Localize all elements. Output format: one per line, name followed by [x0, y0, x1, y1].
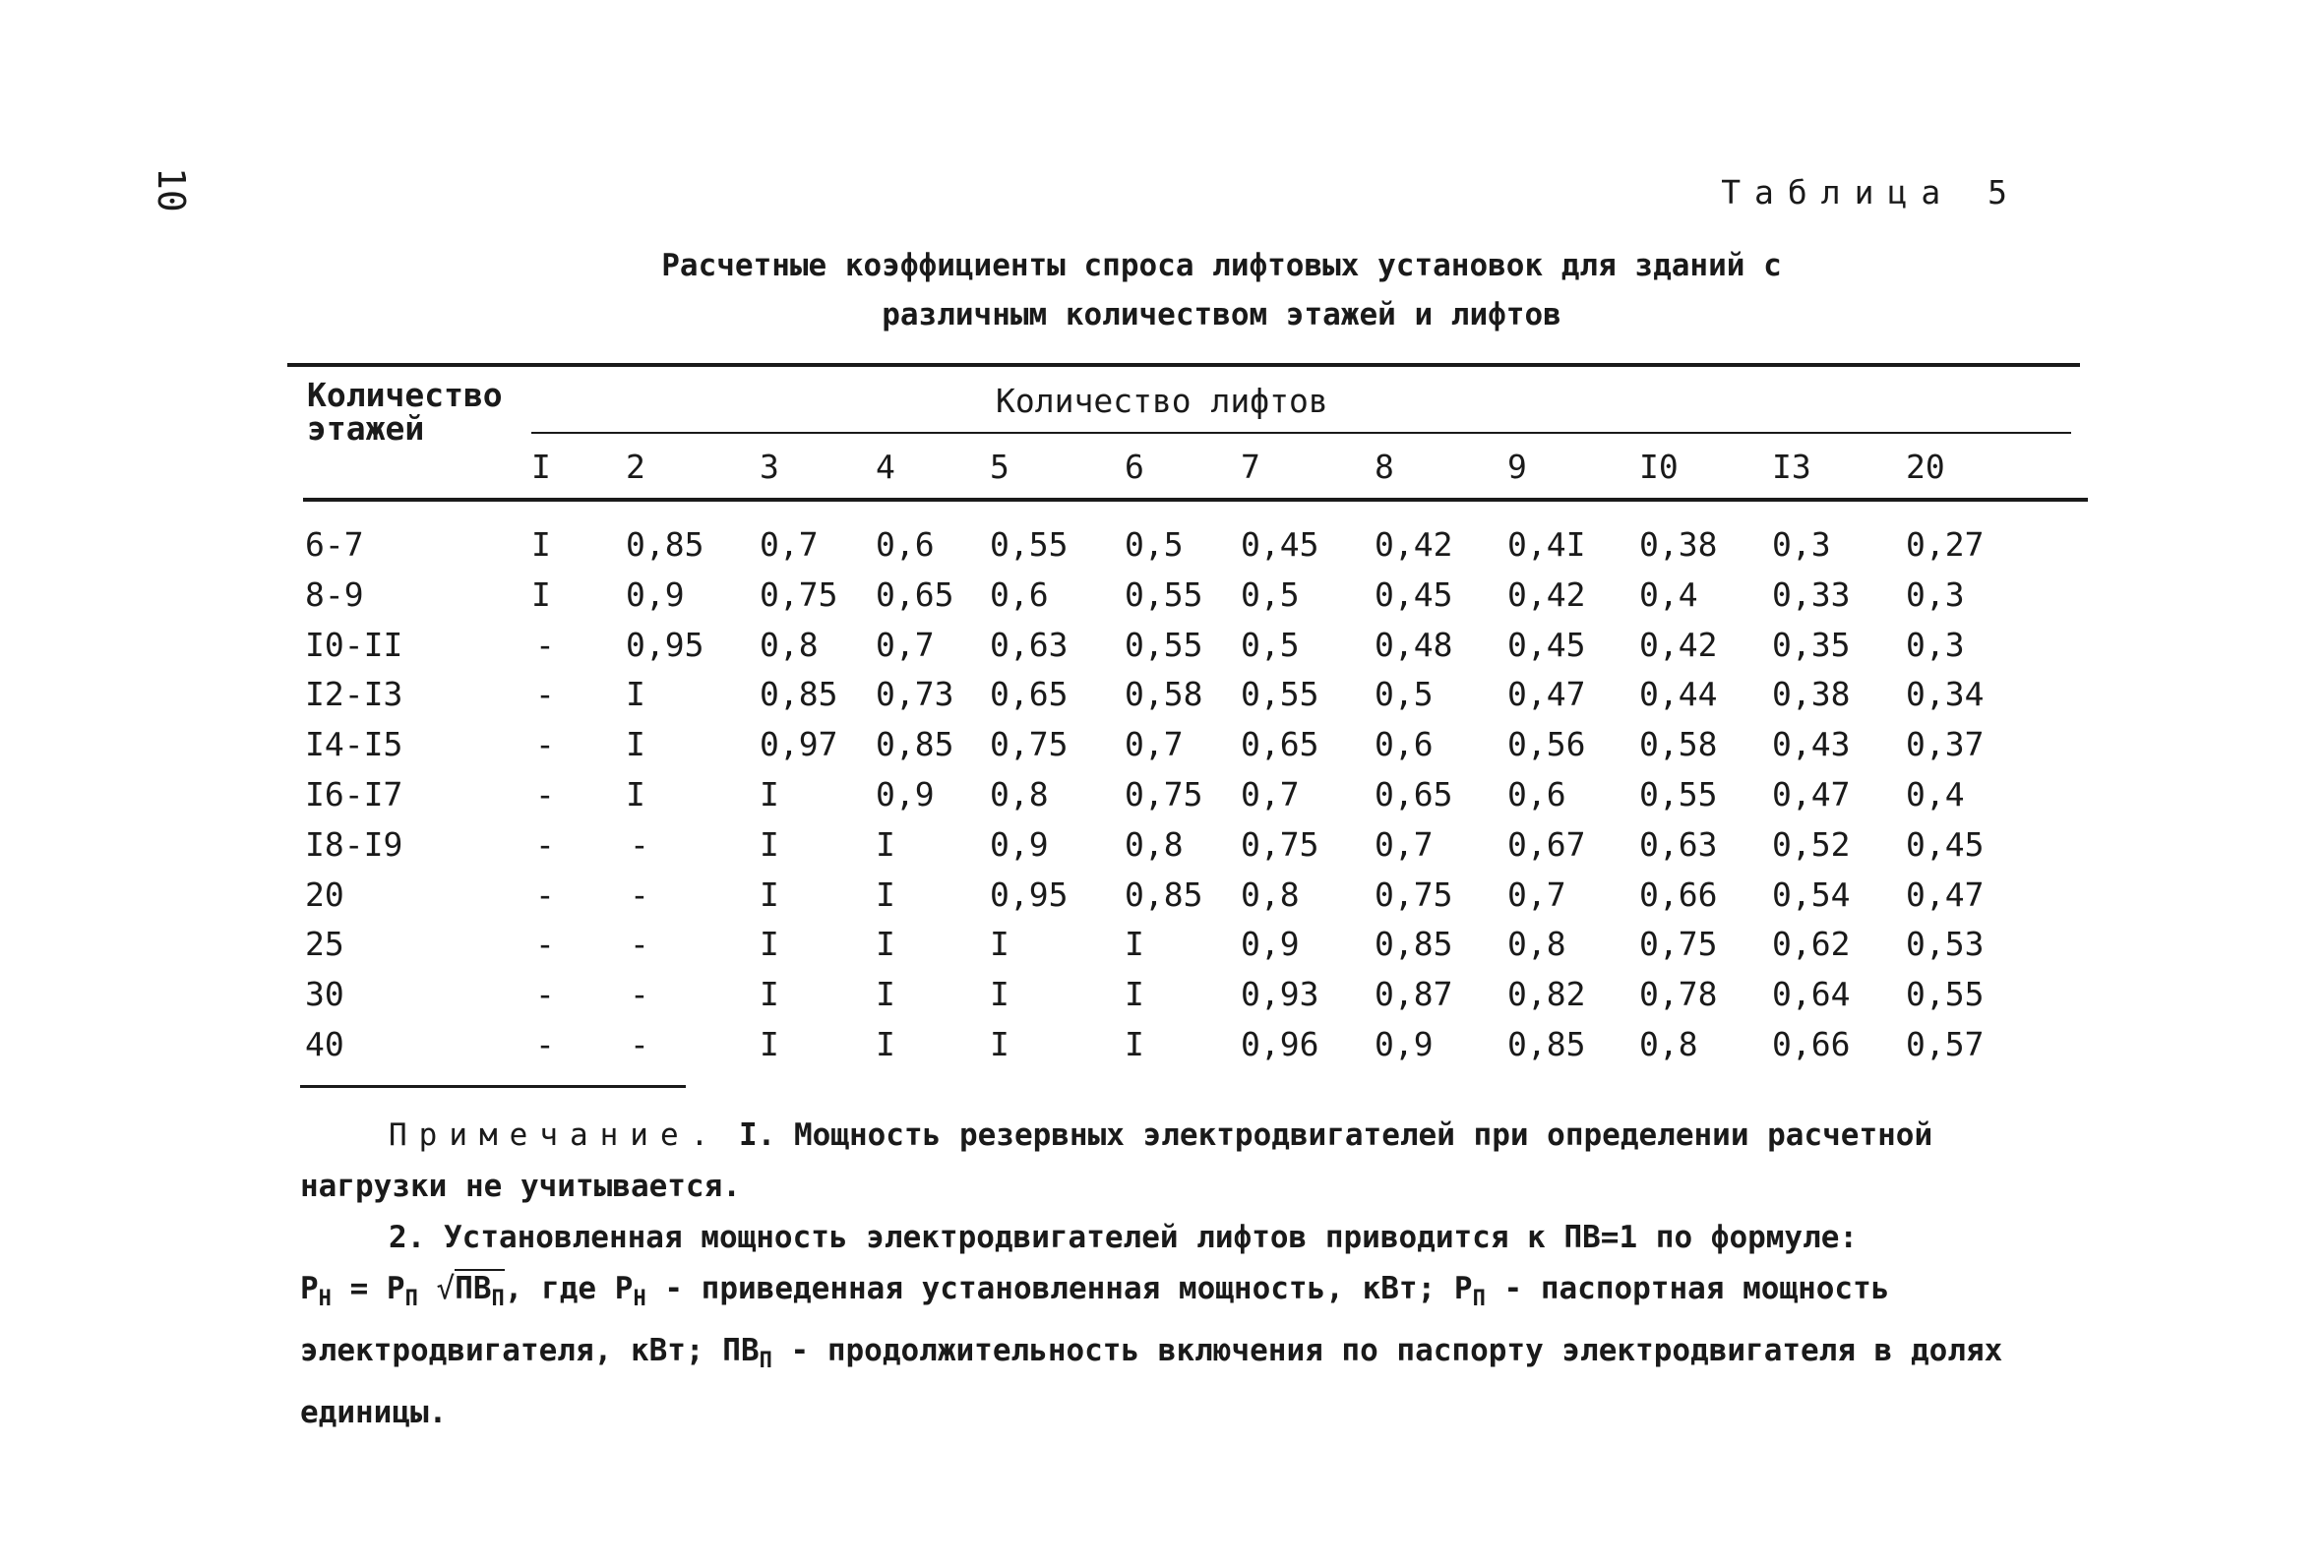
coefficient-cell: I [876, 925, 895, 964]
coefficient-cell: 0,5 [1125, 525, 1184, 564]
coefficient-cell: 0,3 [1906, 574, 1965, 614]
floors-cell: 40 [305, 1025, 344, 1063]
coefficient-cell: 0,7 [1241, 775, 1300, 814]
header-divider-rule [531, 432, 2071, 434]
elevator-count-header-11: I3 [1772, 448, 1811, 486]
coefficient-cell: 0,42 [1507, 574, 1586, 614]
sqrt-symbol: √ [436, 1271, 456, 1306]
coefficient-cell: 0,85 [626, 525, 704, 564]
radicand: $ПВ_П$ [455, 1271, 505, 1312]
coefficient-cell: 0,85 [1125, 874, 1203, 914]
coefficient-cell: 0,97 [760, 725, 838, 764]
elevator-count-header-12: 20 [1906, 448, 1945, 486]
coefficient-cell: 0,8 [1639, 1025, 1698, 1063]
elevator-count-header-9: 9 [1507, 448, 1527, 486]
coefficient-cell: I [626, 775, 645, 814]
coefficient-cell: 0,6 [1375, 725, 1434, 764]
coefficient-cell: I [1125, 975, 1144, 1014]
table-title: Расчетные коэффициенты спроса лифтовых установок для зданий с различным количеством этажей и лифтов [661, 248, 1782, 332]
coefficient-cell: 0,65 [876, 574, 954, 614]
coefficient-cell: I [760, 1025, 779, 1063]
coefficient-cell: - [535, 824, 555, 864]
coefficient-cell: 0,66 [1772, 1025, 1851, 1063]
note-label: Примечание. [389, 1117, 721, 1153]
coefficient-cell: I [760, 925, 779, 964]
coefficient-cell: 0,9 [626, 574, 685, 614]
coefficient-cell: 0,4 [1906, 775, 1965, 814]
note-1-text: I. Мощность резервных электродвигателей при определении расчетной нагрузки не учитывается. [300, 1117, 1933, 1204]
coefficient-cell: 0,53 [1906, 925, 1985, 964]
coefficient-cell: - [630, 925, 649, 964]
coefficient-cell: I [876, 975, 895, 1014]
coefficient-cell: 0,27 [1906, 525, 1985, 564]
elevator-count-header-3: 3 [760, 448, 779, 486]
coefficient-cell: 0,55 [1125, 625, 1203, 664]
coefficient-cell: 0,37 [1906, 725, 1985, 764]
coefficient-cell: - [630, 824, 649, 864]
elevator-count-header-10: I0 [1639, 448, 1679, 486]
coefficient-cell: - [535, 625, 555, 664]
coefficient-cell: 0,85 [760, 675, 838, 714]
coefficient-cell: 0,75 [1125, 775, 1203, 814]
coefficient-cell: 0,63 [1639, 824, 1718, 864]
coefficient-cell: I [531, 574, 551, 614]
coefficient-cell: - [535, 925, 555, 964]
floors-cell: 6-7 [305, 525, 364, 564]
floors-cell: 8-9 [305, 574, 364, 614]
coefficient-cell: 0,4I [1507, 525, 1586, 564]
coefficient-cell: 0,87 [1375, 975, 1453, 1014]
coefficient-cell: 0,85 [1507, 1025, 1586, 1063]
coefficient-cell: 0,8 [1125, 824, 1184, 864]
coefficient-cell: 0,8 [760, 625, 819, 664]
coefficient-cell: 0,7 [760, 525, 819, 564]
coefficient-cell: - [535, 1025, 555, 1063]
coefficient-cell: 0,48 [1375, 625, 1453, 664]
table-bottom-rule [300, 1085, 686, 1088]
coefficient-cell: 0,9 [1241, 925, 1300, 964]
note-2-def-2: - паспортная мощность электродвигателя, кВт; [300, 1271, 1890, 1369]
coefficient-cell: 0,9 [1375, 1025, 1434, 1063]
coefficient-cell: 0,8 [990, 775, 1049, 814]
elevator-count-header-4: 4 [876, 448, 895, 486]
coefficient-cell: 0,8 [1507, 925, 1566, 964]
coefficient-cell: 0,66 [1639, 874, 1718, 914]
coefficient-cell: 0,64 [1772, 975, 1851, 1014]
floors-cell: I0-II [305, 625, 403, 664]
coefficient-cell: 0,7 [876, 625, 935, 664]
coefficient-cell: 0,7 [1375, 824, 1434, 864]
coefficient-cell: 0,34 [1906, 675, 1985, 714]
coefficient-cell: 0,3 [1772, 525, 1831, 564]
coefficient-cell: 0,55 [1241, 675, 1319, 714]
coefficient-cell: I [876, 824, 895, 864]
coefficient-cell: 0,3 [1906, 625, 1965, 664]
coefficient-cell: 0,38 [1772, 675, 1851, 714]
coefficient-cell: I [626, 675, 645, 714]
coefficient-cell: 0,78 [1639, 975, 1718, 1014]
coefficient-cell: 0,95 [626, 625, 704, 664]
coefficient-cell: 0,55 [1639, 775, 1718, 814]
coefficient-cell: 0,7 [1507, 874, 1566, 914]
coefficient-cell: 0,55 [990, 525, 1069, 564]
coefficient-cell: 0,55 [1125, 574, 1203, 614]
coefficient-cell: I [876, 1025, 895, 1063]
floors-cell: I4-I5 [305, 725, 403, 764]
note-1 [300, 1110, 2071, 1212]
coefficient-cell: I [1125, 925, 1144, 964]
coefficient-cell: 0,42 [1639, 625, 1718, 664]
coefficient-cell: 0,5 [1241, 574, 1300, 614]
coefficient-cell: 0,75 [1375, 874, 1453, 914]
coefficient-cell: 0,45 [1241, 525, 1319, 564]
coefficient-cell: 0,47 [1906, 874, 1985, 914]
coefficient-cell: 0,52 [1772, 824, 1851, 864]
note-2-body: $P_Н = P_П$ $√ПВ_П$, где $P_Н$ - приведенная установленная мощность, кВт; $P_П$ - паспортная мощность электродвигателя, кВт; $ПВ_П$ - продолжительность включения по паспорту электродвигателя в долях единицы. [300, 1271, 2003, 1431]
coefficient-cell: 0,93 [1241, 975, 1319, 1014]
floors-cell: I6-I7 [305, 775, 403, 814]
coefficient-cell: 0,85 [1375, 925, 1453, 964]
coefficient-cell: I [760, 775, 779, 814]
notes-block [300, 1110, 2071, 1438]
elevator-count-header-2: 2 [626, 448, 645, 486]
coefficient-cell: 0,6 [990, 574, 1049, 614]
coefficient-cell: 0,73 [876, 675, 954, 714]
coefficient-cell: I [626, 725, 645, 764]
table-label: Таблица 5 [1721, 173, 2021, 211]
coefficient-cell: - [535, 725, 555, 764]
coefficient-cell: 0,56 [1507, 725, 1586, 764]
coefficient-cell: 0,75 [990, 725, 1069, 764]
elevator-count-header-5: 5 [990, 448, 1009, 486]
coefficient-cell: 0,63 [990, 625, 1069, 664]
coefficient-cell: I [990, 925, 1009, 964]
coefficient-cell: 0,67 [1507, 824, 1586, 864]
formula: $P_Н = P_П$ $√ПВ_П$ [300, 1271, 505, 1312]
coefficient-cell: 0,57 [1906, 1025, 1985, 1063]
elevator-count-header-8: 8 [1375, 448, 1394, 486]
coefficient-cell: 0,65 [990, 675, 1069, 714]
note-2-intro: 2. Установленная мощность электродвигателей лифтов приводится к ПВ=1 по формуле: [389, 1220, 1859, 1255]
coefficient-cell: 0,58 [1125, 675, 1203, 714]
coefficient-cell: 0,5 [1241, 625, 1300, 664]
coefficient-cell: 0,8 [1241, 874, 1300, 914]
note-2-def-3: - продолжительность включения по паспорту электродвигателя в долях единицы. [300, 1333, 2003, 1431]
coefficient-cell: 0,55 [1906, 975, 1985, 1014]
coefficient-cell: 0,9 [990, 824, 1049, 864]
coefficient-cell: - [535, 675, 555, 714]
coefficient-cell: 0,6 [1507, 775, 1566, 814]
coefficient-cell: I [876, 874, 895, 914]
coefficient-cell: 0,85 [876, 725, 954, 764]
coefficient-cell: 0,6 [876, 525, 935, 564]
coefficient-cell: 0,42 [1375, 525, 1453, 564]
coefficient-cell: 0,9 [876, 775, 935, 814]
coefficient-cell: 0,35 [1772, 625, 1851, 664]
coefficient-cell: I [760, 975, 779, 1014]
coefficient-cell: 0,75 [1241, 824, 1319, 864]
coefficient-cell: - [535, 775, 555, 814]
coefficient-cell: - [630, 874, 649, 914]
coefficient-cell: - [630, 1025, 649, 1063]
coefficient-cell: I [760, 874, 779, 914]
coefficient-cell: 0,65 [1375, 775, 1453, 814]
coefficient-cell: I [990, 1025, 1009, 1063]
elevator-count-header-7: 7 [1241, 448, 1260, 486]
coefficient-cell: 0,58 [1639, 725, 1718, 764]
coefficient-cell: I [760, 824, 779, 864]
coefficient-cell: 0,5 [1375, 675, 1434, 714]
floors-cell: 25 [305, 925, 344, 964]
coefficient-cell: - [535, 874, 555, 914]
coefficient-cell: 0,45 [1906, 824, 1985, 864]
elevator-count-header-1: I [531, 448, 551, 486]
page-number: 10 [150, 167, 193, 212]
coefficient-cell: 0,82 [1507, 975, 1586, 1014]
coefficient-cell: - [535, 975, 555, 1014]
note-2-where: , где [504, 1271, 597, 1306]
coefficient-cell: 0,7 [1125, 725, 1184, 764]
coefficient-cell: 0,96 [1241, 1025, 1319, 1063]
coefficient-cell: 0,38 [1639, 525, 1718, 564]
coefficient-cell: 0,62 [1772, 925, 1851, 964]
floors-column-header: Количество этажей [307, 376, 503, 448]
coefficient-cell: 0,65 [1241, 725, 1319, 764]
coefficient-cell: 0,44 [1639, 675, 1718, 714]
coefficient-cell: 0,43 [1772, 725, 1851, 764]
coefficient-cell: 0,75 [760, 574, 838, 614]
header-bottom-rule [303, 498, 2088, 502]
coefficient-cell: 0,45 [1507, 625, 1586, 664]
note-2-def-1: - приведенная установленная мощность, кВт; [645, 1271, 1437, 1306]
coefficient-cell: I [531, 525, 551, 564]
coefficient-cell: 0,54 [1772, 874, 1851, 914]
table-top-rule [287, 363, 2080, 367]
elevators-column-header: Количество лифтов [996, 382, 1328, 420]
floors-cell: 30 [305, 975, 344, 1014]
coefficient-cell: 0,4 [1639, 574, 1698, 614]
coefficient-cell: 0,75 [1639, 925, 1718, 964]
coefficient-cell: 0,95 [990, 874, 1069, 914]
coefficient-cell: - [630, 975, 649, 1014]
note-2 [300, 1212, 2071, 1263]
coefficient-cell: 0,33 [1772, 574, 1851, 614]
coefficient-cell: I [990, 975, 1009, 1014]
coefficient-cell: 0,45 [1375, 574, 1453, 614]
coefficient-cell: 0,47 [1772, 775, 1851, 814]
floors-cell: I2-I3 [305, 675, 403, 714]
elevator-count-header-6: 6 [1125, 448, 1144, 486]
floors-cell: I8-I9 [305, 824, 403, 864]
floors-cell: 20 [305, 874, 344, 914]
coefficient-cell: 0,47 [1507, 675, 1586, 714]
coefficient-cell: I [1125, 1025, 1144, 1063]
